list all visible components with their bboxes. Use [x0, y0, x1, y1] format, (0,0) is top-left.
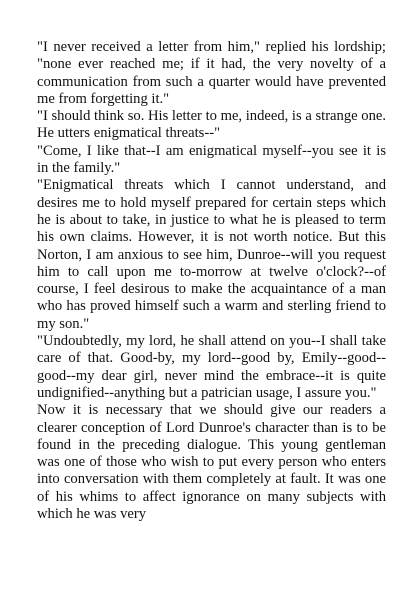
paragraph-undoubtedly: "Undoubtedly, my lord, he shall attend on you--I shall take care of that. Good-by, my lord--good by, Emily--good--good--my dear girl, never mind the embrace--it is quite undignified--anything but a patrician usage, I assure you.": [37, 333, 386, 401]
paragraph-enigmatical-myself: "Come, I like that--I am enigmatical myself--you see it is in the family.": [37, 142, 386, 177]
paragraph-strange-letter: "I should think so. His letter to me, indeed, is a strange one. He utters enigmatical threats--": [37, 108, 386, 142]
book-page-text: [37, 39, 386, 523]
paragraph-narration-dunroe: Now it is necessary that we should give our readers a clearer conception of Lord Dunroe's character than is to be found in the preceding dialogue. This young gentleman was one of those who wish to put every person who enters into conversation with them completely at fault. It was one of his whims to affect ignorance on many subjects with which he was very: [37, 402, 386, 523]
paragraph-letter-never-received: "I never received a letter from him," replied his lordship; "none ever reached me; if it had, the very novelty of a communication from such a quarter would have prevented me from forgetting it.": [37, 39, 386, 107]
paragraph-enigmatical-threats: "Enigmatical threats which I cannot understand, and desires me to hold myself prepared for certain steps which he is about to take, in justice to what he is pleased to term his own claims. However, it is not worth notice. But this Norton, I am anxious to see him, Dunroe--will you request him to call upon me to-morrow at twelve o'clock?--of course, I feel desirous to make the acquaintance of a man who has proved himself such a warm and sterling friend to my son.": [37, 177, 386, 332]
